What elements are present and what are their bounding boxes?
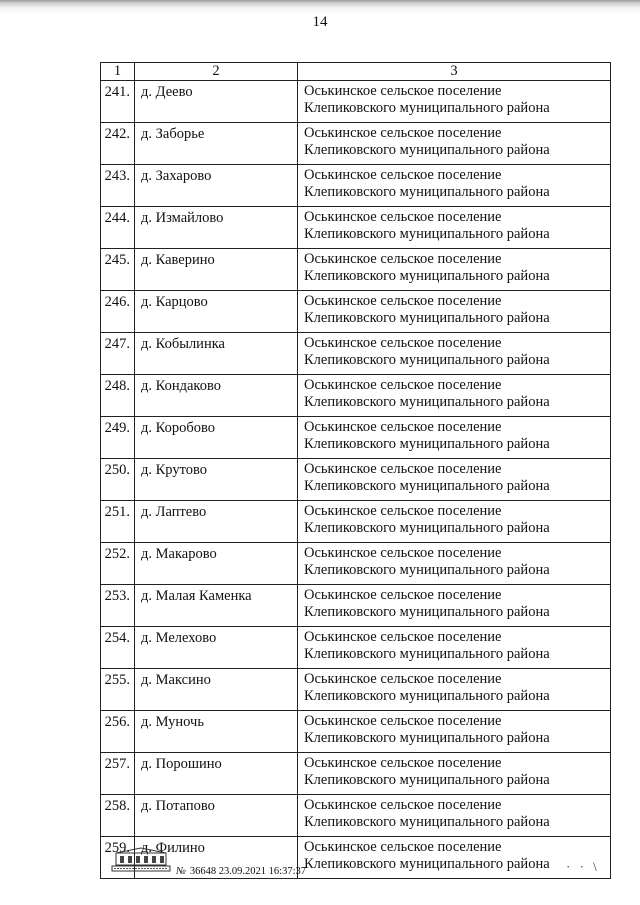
settlement-cell [298,249,611,291]
village-name: д. Кондаково [135,375,298,417]
settlement-line-2: Клепиковского муниципального района [304,226,550,242]
table-row [101,585,611,627]
settlement-line-2: Клепиковского муниципального района [304,394,550,410]
registration-stamp [176,866,306,877]
village-name: д. Карцово [135,291,298,333]
table-row [101,501,611,543]
village-name: д. Потапово [135,795,298,837]
settlement-cell [298,459,611,501]
settlement-line-1: Оськинское сельское поселение [304,125,502,141]
settlement-cell [298,165,611,207]
building-emblem-icon [110,847,172,873]
village-name: д. Каверино [135,249,298,291]
village-name: д. Измайлово [135,207,298,249]
row-number: 246. [101,291,135,333]
settlement-cell [298,207,611,249]
settlement-line-2: Клепиковского муниципального района [304,688,550,704]
table-row [101,459,611,501]
settlement-line-2: Клепиковского муниципального района [304,856,550,872]
row-number: 252. [101,543,135,585]
stamp-number-sign: № [176,866,186,877]
column-header-settlement: 3 [298,63,611,81]
table-row [101,165,611,207]
village-name: д. Захарово [135,165,298,207]
settlement-cell [298,333,611,375]
settlement-line-1: Оськинское сельское поселение [304,755,502,771]
settlement-line-2: Клепиковского муниципального района [304,646,550,662]
settlement-cell [298,81,611,123]
settlement-cell [298,375,611,417]
settlement-cell [298,501,611,543]
row-number: 250. [101,459,135,501]
village-name: д. Заборье [135,123,298,165]
settlement-line-2: Клепиковского муниципального района [304,730,550,746]
settlement-line-2: Клепиковского муниципального района [304,520,550,536]
village-name: д. Деево [135,81,298,123]
village-name: д. Коробово [135,417,298,459]
settlements-table [100,62,611,879]
table-row [101,249,611,291]
row-number: 255. [101,669,135,711]
settlement-line-1: Оськинское сельское поселение [304,461,502,477]
settlement-cell [298,543,611,585]
table-row [101,123,611,165]
scan-edge [0,0,640,14]
table-row [101,81,611,123]
settlement-line-2: Клепиковского муниципального района [304,310,550,326]
village-name: д. Крутово [135,459,298,501]
settlement-line-1: Оськинское сельское поселение [304,377,502,393]
row-number: 257. [101,753,135,795]
village-name: д. Порошино [135,753,298,795]
settlement-line-2: Клепиковского муниципального района [304,604,550,620]
settlement-line-2: Клепиковского муниципального района [304,814,550,830]
village-name: д. Макарово [135,543,298,585]
village-name: д. Муночь [135,711,298,753]
table-row [101,627,611,669]
settlement-cell [298,669,611,711]
settlement-line-1: Оськинское сельское поселение [304,335,502,351]
table-row [101,711,611,753]
table-row [101,795,611,837]
settlement-line-1: Оськинское сельское поселение [304,293,502,309]
settlement-line-2: Клепиковского муниципального района [304,142,550,158]
document-footer [100,847,610,887]
settlement-line-2: Клепиковского муниципального района [304,100,550,116]
settlement-cell [298,123,611,165]
settlement-line-1: Оськинское сельское поселение [304,167,502,183]
settlement-line-1: Оськинское сельское поселение [304,209,502,225]
settlement-line-2: Клепиковского муниципального района [304,268,550,284]
settlement-line-2: Клепиковского муниципального района [304,436,550,452]
table-row [101,291,611,333]
table-row [101,207,611,249]
scan-marks: · · \ [566,859,600,874]
village-name: д. Филино [135,837,298,879]
village-name: д. Кобылинка [135,333,298,375]
settlement-line-1: Оськинское сельское поселение [304,251,502,267]
stamp-text: 36648 23.09.2021 16:37:37 [189,866,306,877]
settlement-line-1: Оськинское сельское поселение [304,587,502,603]
settlement-line-2: Клепиковского муниципального района [304,352,550,368]
table-row [101,753,611,795]
column-header-village: 2 [135,63,298,81]
row-number: 259. [101,837,135,879]
row-number: 249. [101,417,135,459]
settlement-line-1: Оськинское сельское поселение [304,713,502,729]
row-number: 253. [101,585,135,627]
settlement-line-1: Оськинское сельское поселение [304,83,502,99]
row-number: 251. [101,501,135,543]
settlement-line-1: Оськинское сельское поселение [304,671,502,687]
table-row [101,417,611,459]
settlement-cell [298,291,611,333]
settlement-line-1: Оськинское сельское поселение [304,839,502,855]
settlement-cell [298,795,611,837]
settlement-cell [298,711,611,753]
row-number: 258. [101,795,135,837]
settlement-line-2: Клепиковского муниципального района [304,184,550,200]
settlement-line-2: Клепиковского муниципального района [304,772,550,788]
settlement-cell [298,753,611,795]
row-number: 243. [101,165,135,207]
settlement-line-2: Клепиковского муниципального района [304,562,550,578]
row-number: 241. [101,81,135,123]
row-number: 242. [101,123,135,165]
settlement-line-2: Клепиковского муниципального района [304,478,550,494]
row-number: 244. [101,207,135,249]
table-header-row [101,63,611,81]
settlement-line-1: Оськинское сельское поселение [304,503,502,519]
settlement-line-1: Оськинское сельское поселение [304,797,502,813]
village-name: д. Малая Каменка [135,585,298,627]
settlement-cell [298,627,611,669]
row-number: 247. [101,333,135,375]
table-row [101,375,611,417]
settlement-cell [298,417,611,459]
village-name: д. Мелехово [135,627,298,669]
table-row [101,669,611,711]
row-number: 254. [101,627,135,669]
settlement-line-1: Оськинское сельское поселение [304,545,502,561]
row-number: 256. [101,711,135,753]
row-number: 248. [101,375,135,417]
settlement-line-1: Оськинское сельское поселение [304,629,502,645]
column-header-number: 1 [101,63,135,81]
village-name: д. Максино [135,669,298,711]
table-row [101,333,611,375]
page-number: 14 [312,14,328,30]
village-name: д. Лаптево [135,501,298,543]
settlement-line-1: Оськинское сельское поселение [304,419,502,435]
table-row [101,543,611,585]
row-number: 245. [101,249,135,291]
settlement-cell [298,585,611,627]
